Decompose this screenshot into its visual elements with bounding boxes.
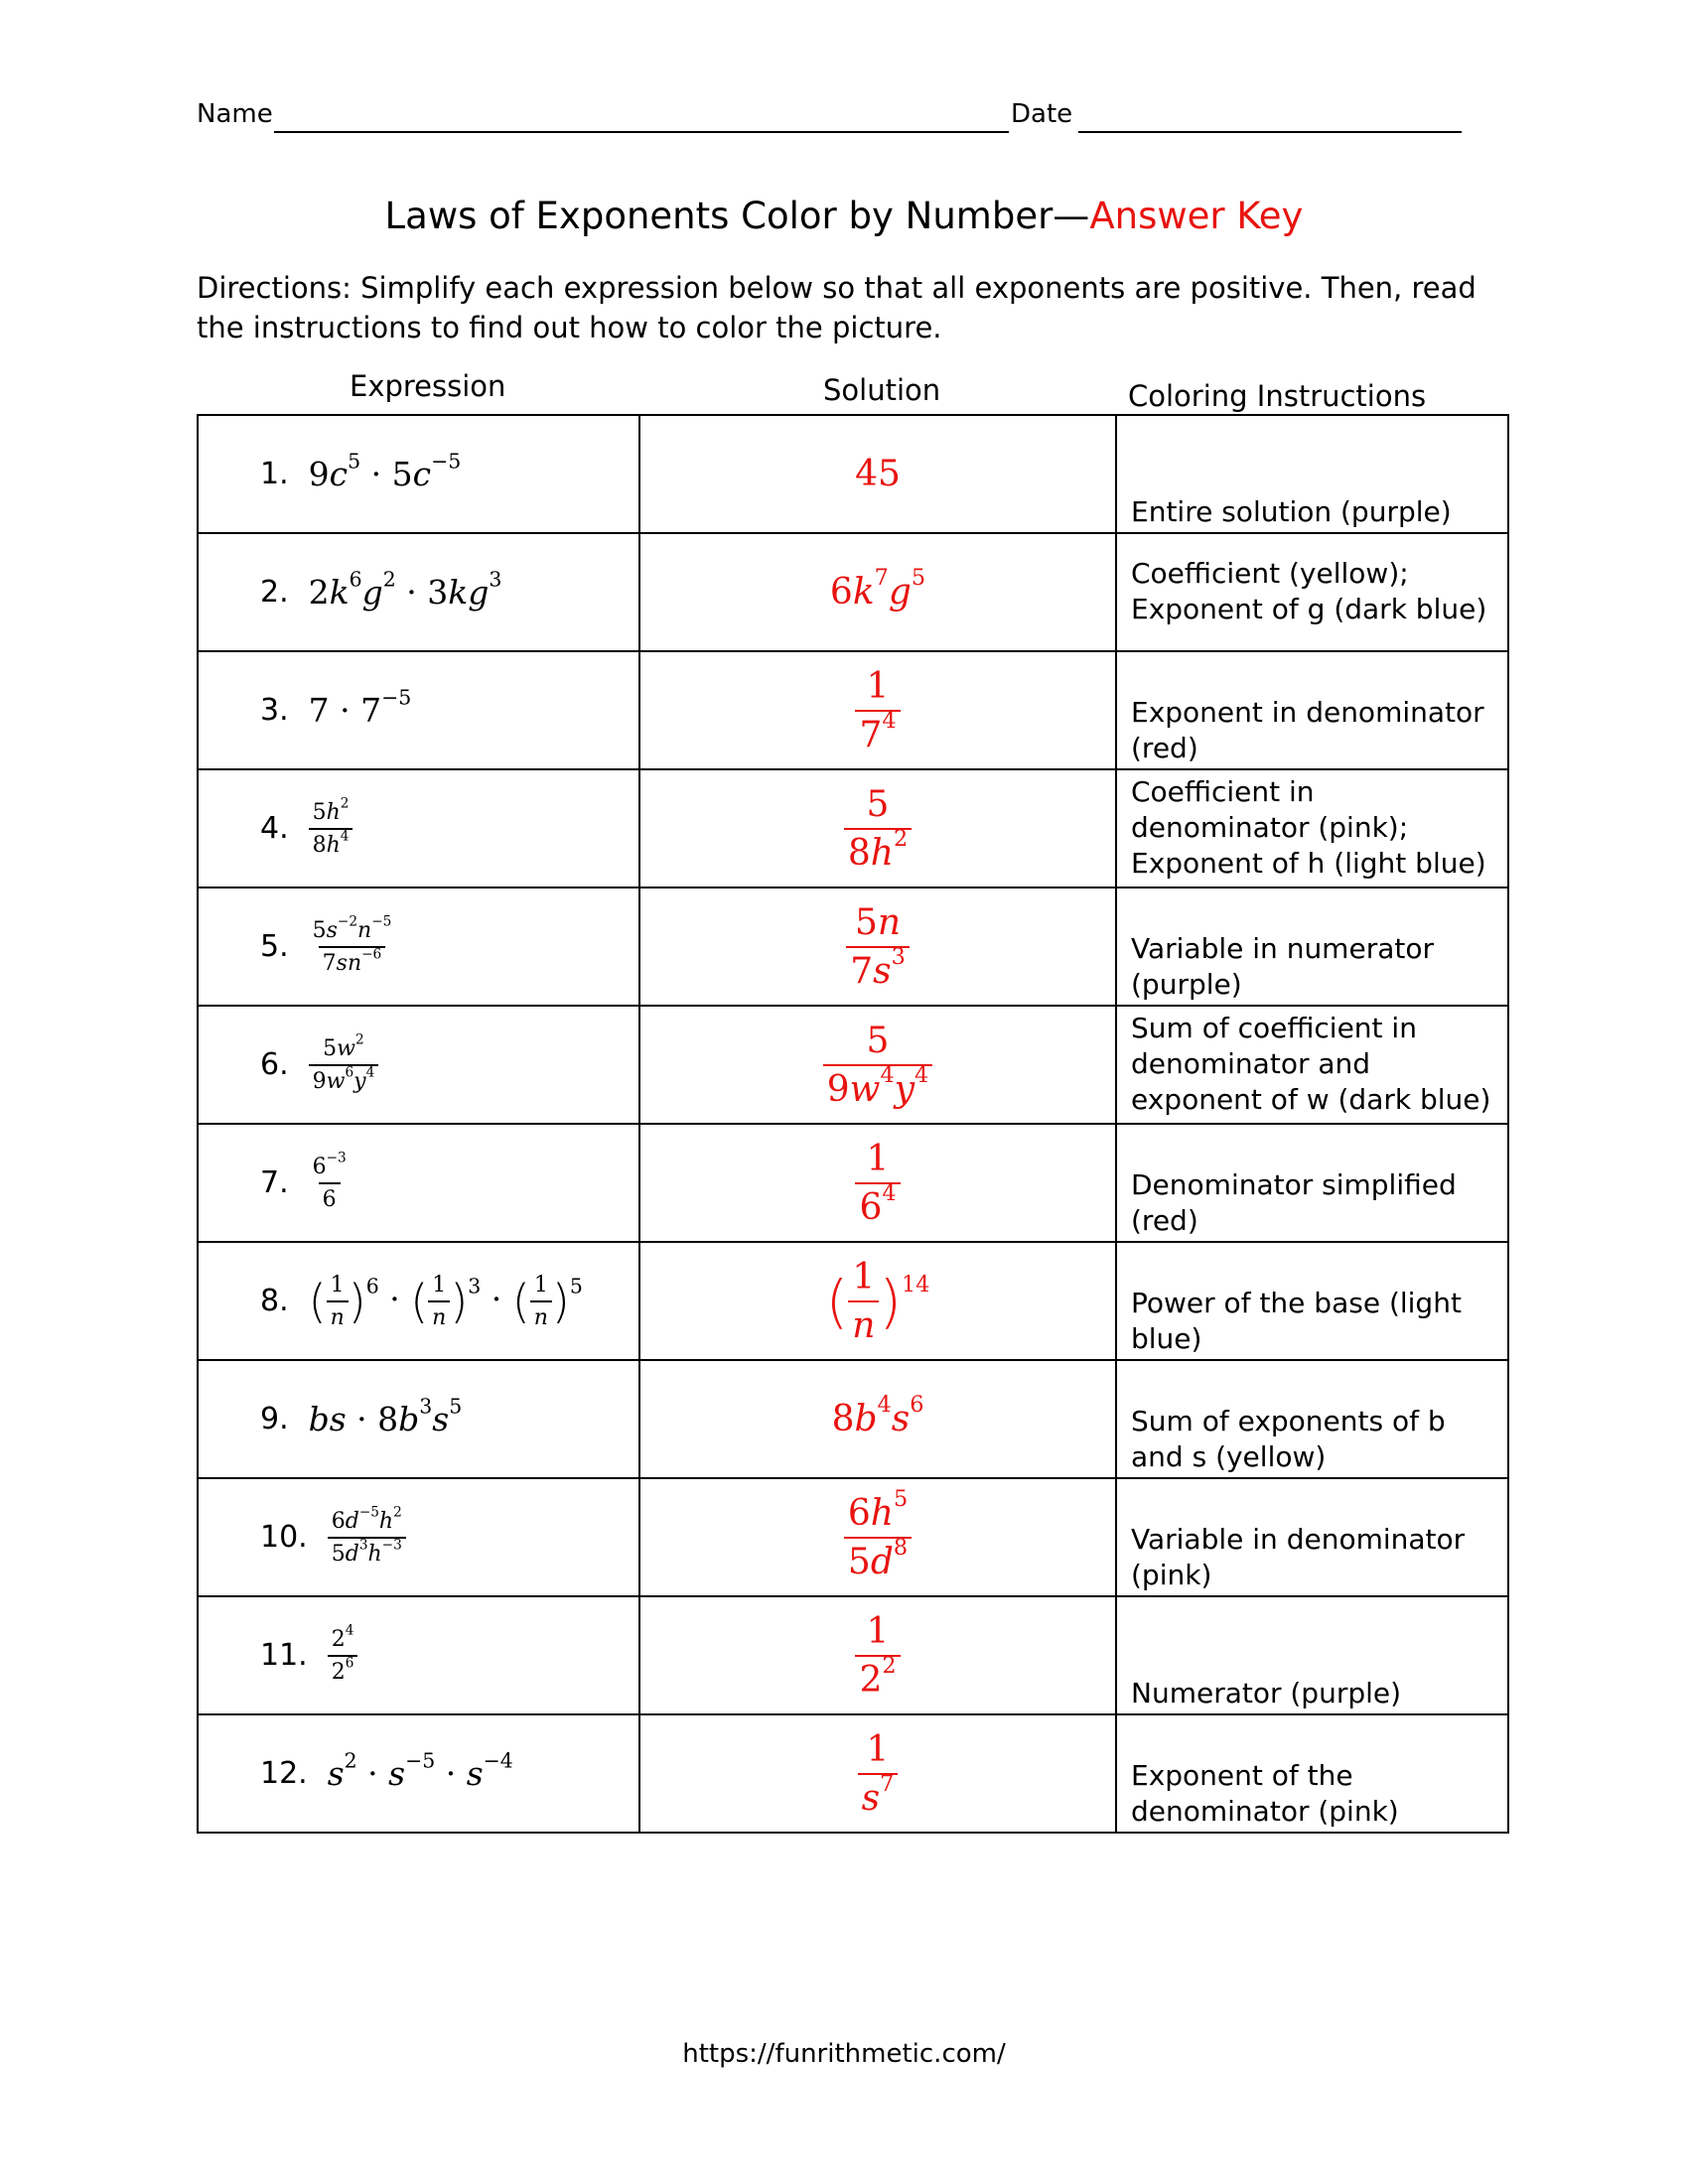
problem-number: 2. [260, 575, 289, 610]
solution: $6k^7g^5$ [829, 565, 926, 613]
title-answer-key: Answer Key [1089, 195, 1304, 237]
expression-cell [198, 1596, 639, 1714]
coloring-instruction: Exponent of the denominator (pink) [1131, 1759, 1399, 1828]
solution: $\frac{5n}{7s^3}$ [846, 924, 910, 965]
expression-cell [198, 1360, 639, 1478]
solution-cell [639, 651, 1116, 769]
expression: $\frac{5w^2}{9w^6y^4}$ [309, 1036, 379, 1094]
coloring-instruction: Denominator simplified (red) [1131, 1168, 1457, 1237]
expression-cell [198, 533, 639, 651]
instruction-cell [1116, 1478, 1508, 1596]
expression: ( $\frac{1}{n}$ )$^6$ · ( $\frac{1}{n}$ )$^3$ · ( $\frac{1}{n}$ )$^5$ [308, 1272, 583, 1330]
solution: $\frac{1}{s^7}$ [858, 1751, 899, 1792]
problem-number: 5. [260, 929, 289, 964]
coloring-instruction: Power of the base (light blue) [1131, 1287, 1462, 1355]
solution-cell [639, 1360, 1116, 1478]
coloring-instruction: Sum of exponents of b and s (yellow) [1131, 1405, 1446, 1473]
solution-cell [639, 1006, 1116, 1124]
table-row [198, 1714, 1508, 1833]
solution: $\frac{5}{8h^2}$ [844, 806, 912, 847]
table-row [198, 533, 1508, 651]
expression-cell [198, 1006, 639, 1124]
table-row [198, 1596, 1508, 1714]
page-title [0, 195, 1688, 237]
solution: $\frac{6h^5}{5d^8}$ [844, 1515, 912, 1556]
expression: $\frac{5s^{-2}n^{-5}}{7sn^{-6}}$ [312, 912, 392, 976]
solution: 45 [855, 454, 901, 494]
problem-number: 12. [260, 1756, 308, 1791]
expression-cell [198, 1124, 639, 1242]
table-row [198, 1478, 1508, 1596]
problem-number: 10. [260, 1520, 308, 1555]
expression-cell [198, 651, 639, 769]
coloring-instruction: Sum of coefficient in denominator and exponent of w (dark blue) [1131, 1011, 1491, 1116]
solution: $\frac{1}{6^4}$ [855, 1160, 900, 1201]
instruction-cell [1116, 1242, 1508, 1360]
coloring-instruction: Coefficient (yellow); Exponent of g (dark blue) [1131, 556, 1487, 625]
table-row [198, 769, 1508, 887]
coloring-instruction: Entire solution (purple) [1131, 495, 1452, 528]
table-row [198, 887, 1508, 1006]
solution-cell [639, 1478, 1116, 1596]
footer-url: https://funrithmetic.com/ [682, 2039, 1006, 2069]
instruction-cell [1116, 1124, 1508, 1242]
problem-number: 1. [260, 457, 289, 491]
expression-cell [198, 1478, 639, 1596]
expression-cell [198, 1714, 639, 1833]
expression: $9c^5 \cdot 5c^{-5}$ [308, 449, 462, 493]
expression: $\frac{6d^{-5}h^2}{5d^3h^{-3}}$ [328, 1509, 406, 1567]
problem-number: 7. [260, 1165, 289, 1200]
instruction-cell [1116, 533, 1508, 651]
problem-number: 4. [260, 811, 289, 846]
solution-cell [639, 415, 1116, 533]
column-header-solution: Solution [823, 373, 941, 407]
coloring-instruction: Numerator (purple) [1131, 1677, 1402, 1709]
expression-cell [198, 769, 639, 887]
solution: $\frac{5}{9w^4y^4}$ [823, 1042, 932, 1083]
table-row [198, 1006, 1508, 1124]
coloring-instruction: Variable in numerator (purple) [1131, 932, 1434, 1001]
name-date-bar [197, 99, 1462, 139]
expression-cell [198, 415, 639, 533]
coloring-instruction: Coefficient in denominator (pink); Exponent of h (light blue) [1131, 774, 1486, 880]
problem-number: 8. [260, 1284, 289, 1318]
problem-number: 11. [260, 1638, 308, 1673]
directions-label: Directions: [197, 271, 352, 305]
instruction-cell [1116, 1714, 1508, 1833]
instruction-cell [1116, 1360, 1508, 1478]
expression: bs · $8b^3s^5$ [308, 1394, 463, 1438]
table-row [198, 651, 1508, 769]
table-row [198, 1242, 1508, 1360]
title-main: Laws of Exponents Color by Number— [384, 195, 1090, 237]
instruction-cell [1116, 1596, 1508, 1714]
solution-cell [639, 533, 1116, 651]
expression-cell [198, 887, 639, 1006]
date-blank-line[interactable] [1078, 131, 1462, 133]
problem-number: 6. [260, 1047, 289, 1082]
solution-cell [639, 1242, 1116, 1360]
expression: $\frac{2^4}{2^6}$ [328, 1627, 358, 1685]
solution-cell [639, 1124, 1116, 1242]
solution: $\frac{1}{2^2}$ [855, 1633, 900, 1674]
instruction-cell [1116, 887, 1508, 1006]
expression: $s^2 \cdot s^{-5} \cdot s^{-4}$ [327, 1748, 513, 1793]
expression: $2k^6g^2 \cdot 3kg^3$ [308, 567, 502, 612]
table-row [198, 415, 1508, 533]
solution: ( $\frac{1}{n}$ )$^{14}$ [825, 1256, 930, 1346]
date-label: Date [1011, 99, 1073, 129]
instruction-cell [1116, 1006, 1508, 1124]
instruction-cell [1116, 415, 1508, 533]
problem-table [197, 414, 1509, 1834]
table-row [198, 1124, 1508, 1242]
instruction-cell [1116, 769, 1508, 887]
expression: $7 \cdot 7^{-5}$ [308, 685, 412, 730]
solution: $8b^4s^6$ [831, 1392, 924, 1439]
expression-cell [198, 1242, 639, 1360]
solution-cell [639, 1714, 1116, 1833]
expression: $\frac{5h^2}{8h^4}$ [309, 800, 353, 858]
expression: $\frac{6^{-3}}{6}$ [312, 1149, 347, 1212]
problem-number: 9. [260, 1402, 289, 1436]
column-header-expression: Expression [350, 369, 506, 403]
solution-cell [639, 1596, 1116, 1714]
solution: $\frac{1}{7^4}$ [855, 688, 900, 729]
coloring-instruction: Exponent in denominator (red) [1131, 696, 1484, 764]
directions [197, 268, 1487, 347]
table-row [198, 1360, 1508, 1478]
column-header-instructions: Coloring Instructions [1128, 379, 1427, 413]
name-blank-line[interactable] [274, 131, 1009, 133]
solution-cell [639, 769, 1116, 887]
problem-number: 3. [260, 693, 289, 728]
coloring-instruction: Variable in denominator (pink) [1131, 1523, 1466, 1591]
solution-cell [639, 887, 1116, 1006]
instruction-cell [1116, 651, 1508, 769]
name-label: Name [197, 99, 273, 129]
directions-text: Simplify each expression below so that all exponents are positive. Then, read the instructions to find out how to color the picture. [197, 271, 1477, 344]
